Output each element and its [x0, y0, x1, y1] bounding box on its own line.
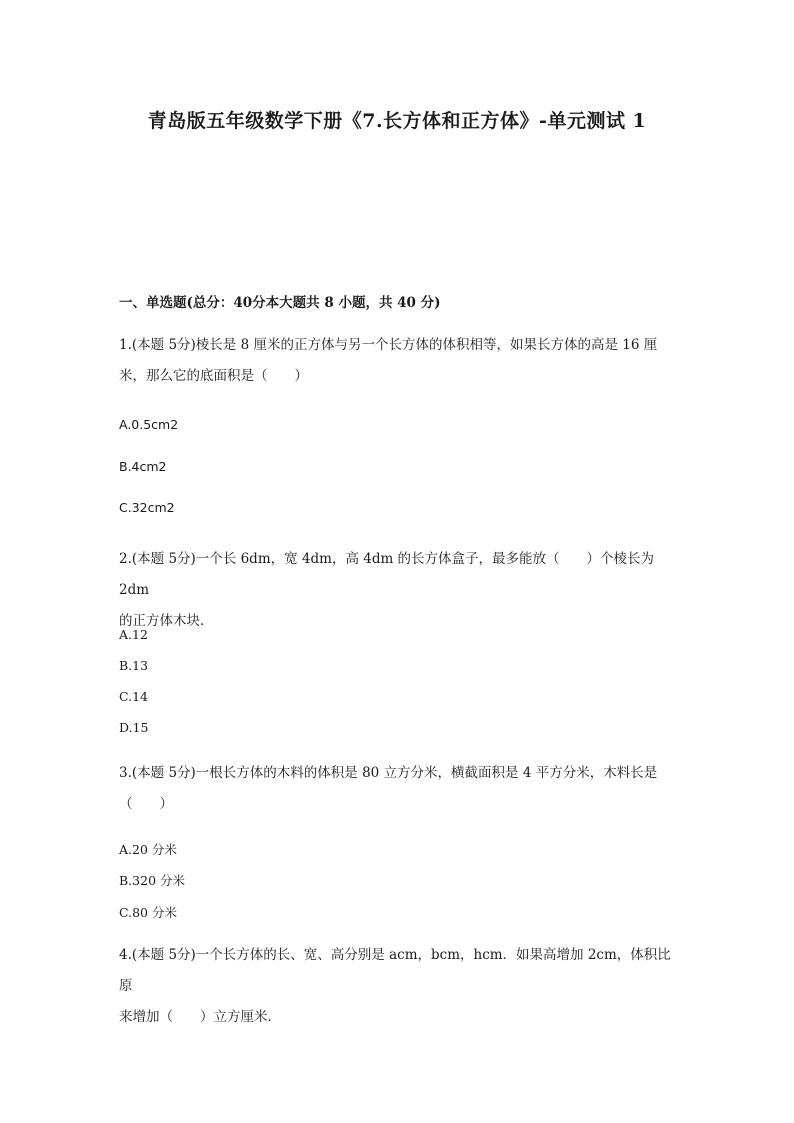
question-1-option-c: C.32cm2 [119, 500, 175, 515]
question-3 [119, 758, 679, 820]
question-2-option-d: D.15 [119, 720, 149, 735]
question-3-line-1: 3.(本题 5分)一根长方体的木料的体积是 80 立方分米，横截面积是 4 平方分米，木料长是 [119, 765, 658, 781]
section-heading: 一、单选题(总分：40分本大题共 8 小题，共 40 分) [119, 295, 441, 311]
question-1-option-a: A.0.5cm2 [119, 417, 179, 432]
question-3-option-a: A.20 分米 [119, 842, 177, 857]
question-4-line-1: 4.(本题 5分)一个长方体的长、宽、高分别是 acm，bcm，hcm．如果高增加 2cm，体积比原 [119, 947, 671, 994]
question-3-option-c: C.80 分米 [119, 905, 177, 920]
question-1 [119, 330, 679, 392]
question-3-line-2: （ ） [119, 796, 173, 812]
question-1-line-2: 米，那么它的底面积是（ ） [119, 368, 308, 384]
document-title: 青岛版五年级数学下册《7.长方体和正方体》-单元测试 1 [147, 110, 647, 132]
question-2 [119, 544, 679, 637]
question-2-option-b: B.13 [119, 658, 149, 673]
question-2-line-2: 的正方体木块． [119, 613, 214, 629]
question-2-option-c: C.14 [119, 689, 148, 704]
question-2-line-1: 2.(本题 5分)一个长 6dm，宽 4dm，高 4dm 的长方体盒子，最多能放（ ）个棱长为 2dm [119, 551, 655, 598]
question-3-option-b: B.320 分米 [119, 873, 185, 888]
question-1-line-1: 1.(本题 5分)棱长是 8 厘米的正方体与另一个长方体的体积相等，如果长方体的高是 16 厘 [119, 337, 658, 353]
question-4 [119, 940, 679, 1033]
question-1-option-b: B.4cm2 [119, 459, 167, 474]
question-4-line-2: 来增加（ ）立方厘米． [119, 1009, 281, 1025]
question-2-option-a: A.12 [119, 627, 148, 642]
